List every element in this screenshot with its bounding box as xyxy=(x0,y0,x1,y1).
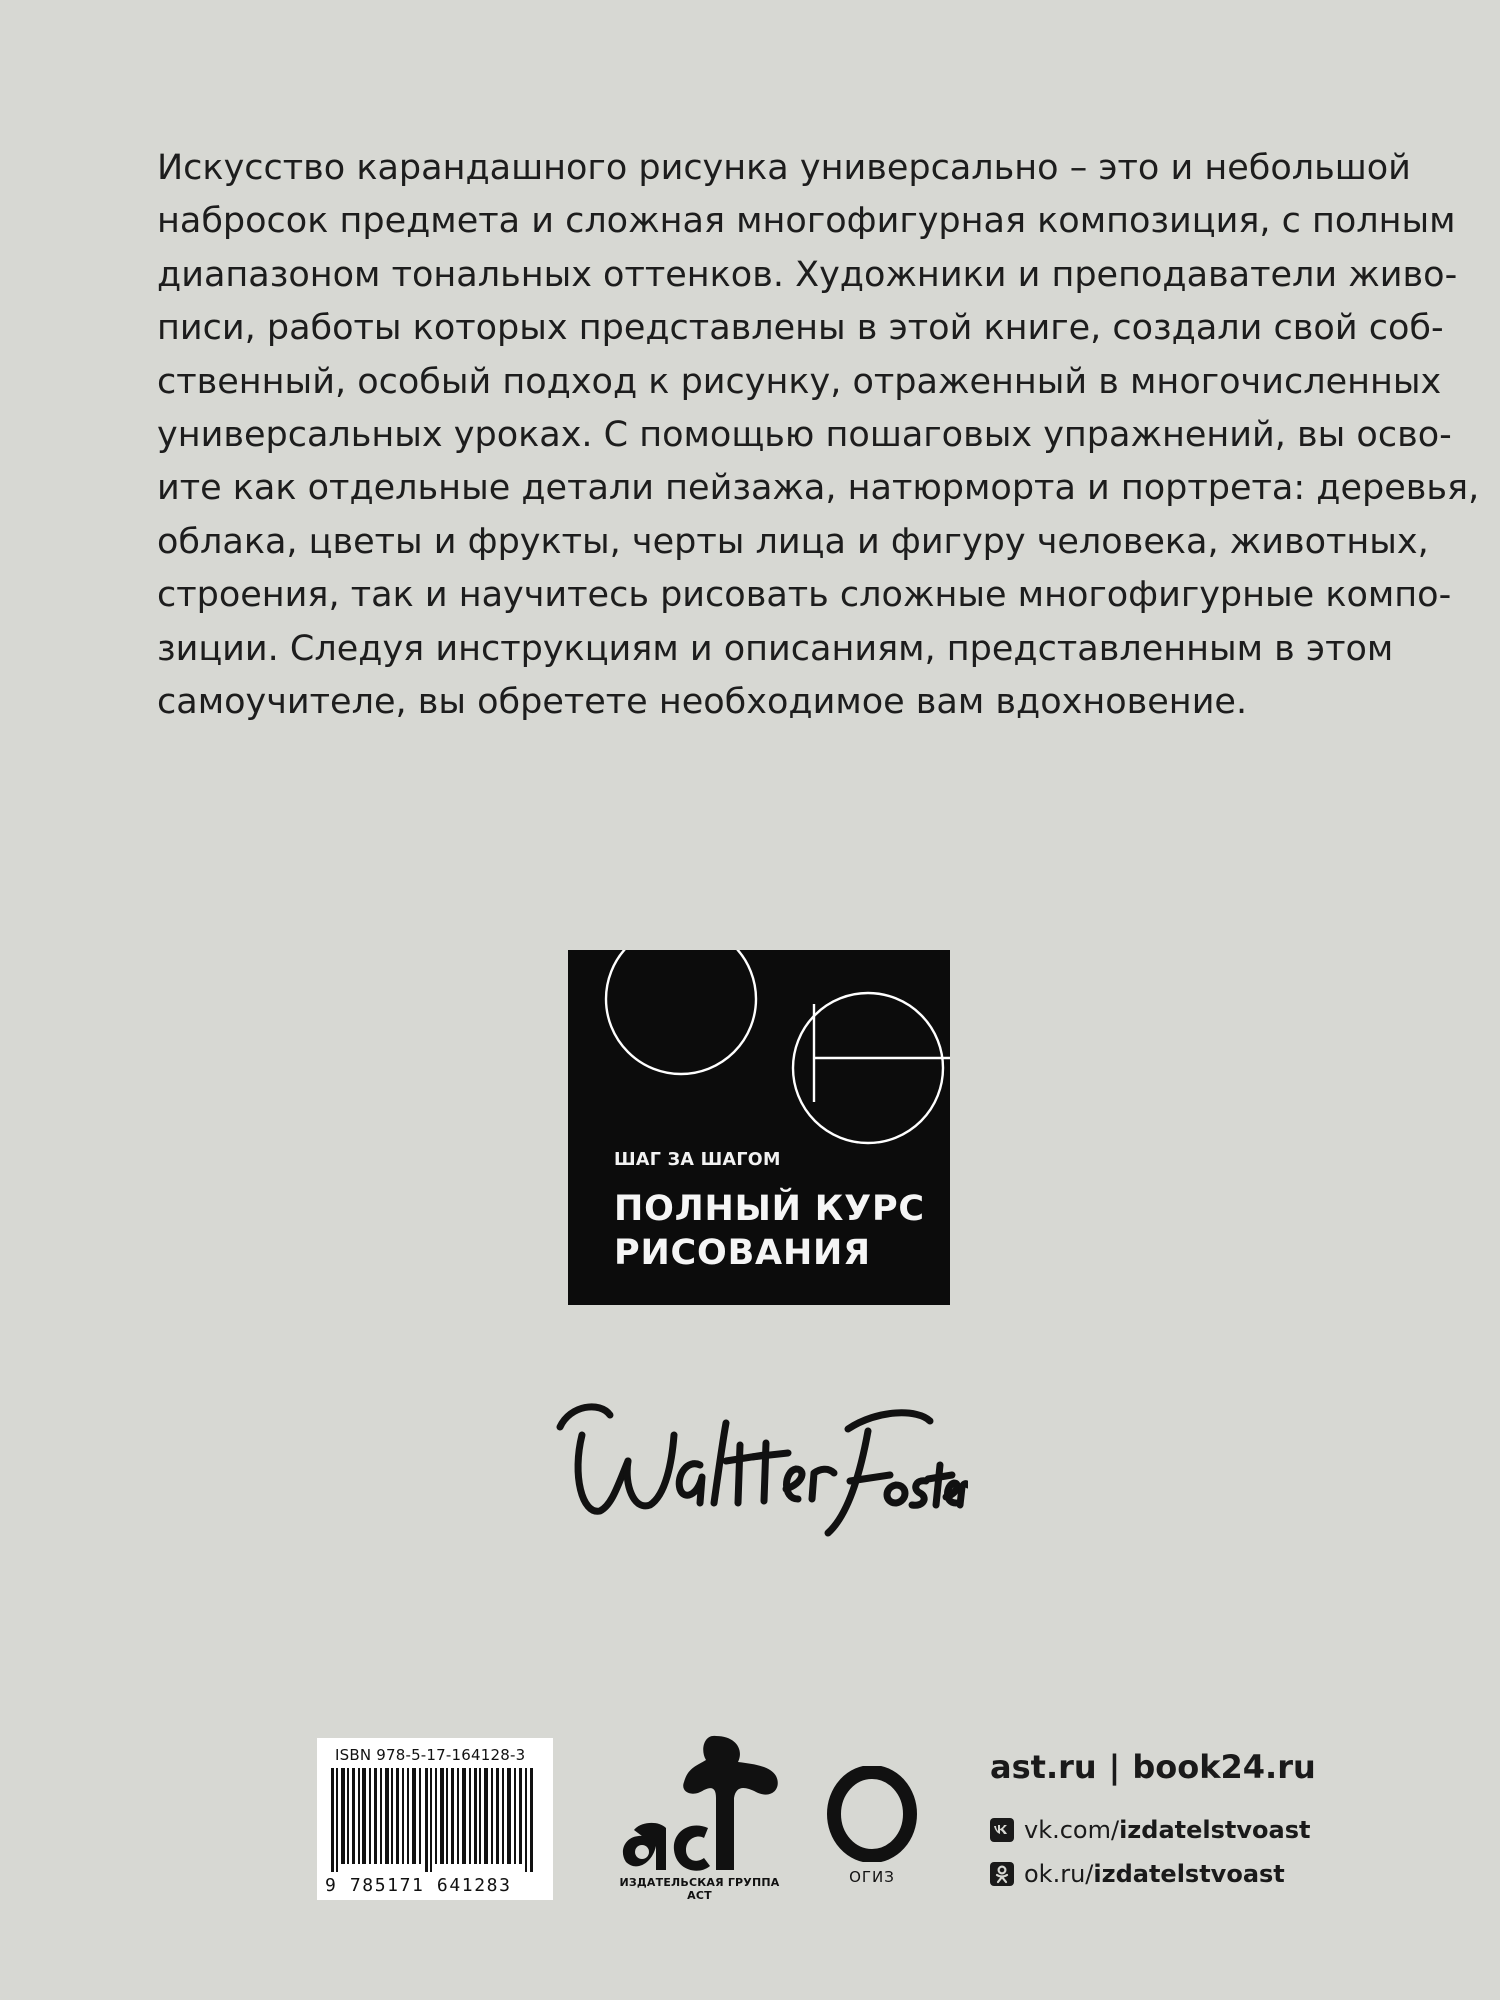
barcode-icon xyxy=(329,1768,541,1872)
description-line: зиции. Следуя инструкциям и описаниям, представленным в этом xyxy=(157,628,1394,669)
description-line: облака, цветы и фрукты, черты лица и фигуру человека, животных, xyxy=(157,521,1429,562)
description-line: ственный, особый подход к рисунку, отраженный в многочисленных xyxy=(157,361,1442,402)
ok-prefix: ok.ru/ xyxy=(1024,1860,1094,1888)
vk-icon xyxy=(990,1818,1014,1842)
ast-caption: ИЗДАТЕЛЬСКАЯ ГРУППА АСТ xyxy=(619,1876,780,1902)
isbn-number: ISBN 978-5-17-164128-3 xyxy=(335,1746,526,1764)
ok-icon xyxy=(990,1862,1014,1886)
series-title-line: ПОЛНЫЙ КУРС xyxy=(614,1189,925,1229)
ogiz-caption: ОГИЗ xyxy=(849,1868,895,1886)
vk-handle: izdatelstvoast xyxy=(1119,1816,1311,1844)
description-text xyxy=(157,142,1480,729)
site-separator: | xyxy=(1108,1748,1121,1786)
description-line: ите как отдельные детали пейзажа, натюрморта и портрета: деревья, xyxy=(157,468,1480,509)
walter-foster-logo xyxy=(548,1365,968,1545)
site-link-ast[interactable]: ast.ru xyxy=(990,1748,1097,1786)
ogiz-logo-icon xyxy=(826,1766,918,1862)
description-line: писи, работы которых представлены в этой книге, создали свой соб- xyxy=(157,308,1444,349)
series-title xyxy=(614,1187,934,1275)
series-card xyxy=(568,950,950,1305)
website-links xyxy=(990,1748,1316,1786)
description-line: универсальных уроках. С помощью пошаговых упражнений, вы осво- xyxy=(157,415,1452,456)
site-link-book24[interactable]: book24.ru xyxy=(1132,1748,1316,1786)
vk-prefix: vk.com/ xyxy=(1024,1816,1120,1844)
ok-link[interactable] xyxy=(990,1859,1285,1889)
description-line: Искусство карандашного рисунка универсально – это и небольшой xyxy=(157,148,1411,188)
description-line: самоучителе, вы обретете необходимое вам вдохновение. xyxy=(157,682,1248,723)
barcode-box xyxy=(317,1738,553,1900)
description-line: набросок предмета и сложная многофигурная композиция, с полным xyxy=(157,201,1456,242)
ok-handle: izdatelstvoast xyxy=(1093,1860,1285,1888)
description-line: строения, так и научитесь рисовать сложные многофигурные компо- xyxy=(157,575,1452,616)
ast-logo-icon xyxy=(612,1728,787,1873)
vk-link[interactable] xyxy=(990,1815,1310,1845)
description-line: диапазоном тональных оттенков. Художники и преподаватели живо- xyxy=(157,254,1458,295)
series-label: ШАГ ЗА ШАГОМ xyxy=(614,1150,781,1170)
barcode-digits: 9 785171 641283 xyxy=(325,1875,512,1896)
series-title-line: РИСОВАНИЯ xyxy=(614,1233,871,1273)
